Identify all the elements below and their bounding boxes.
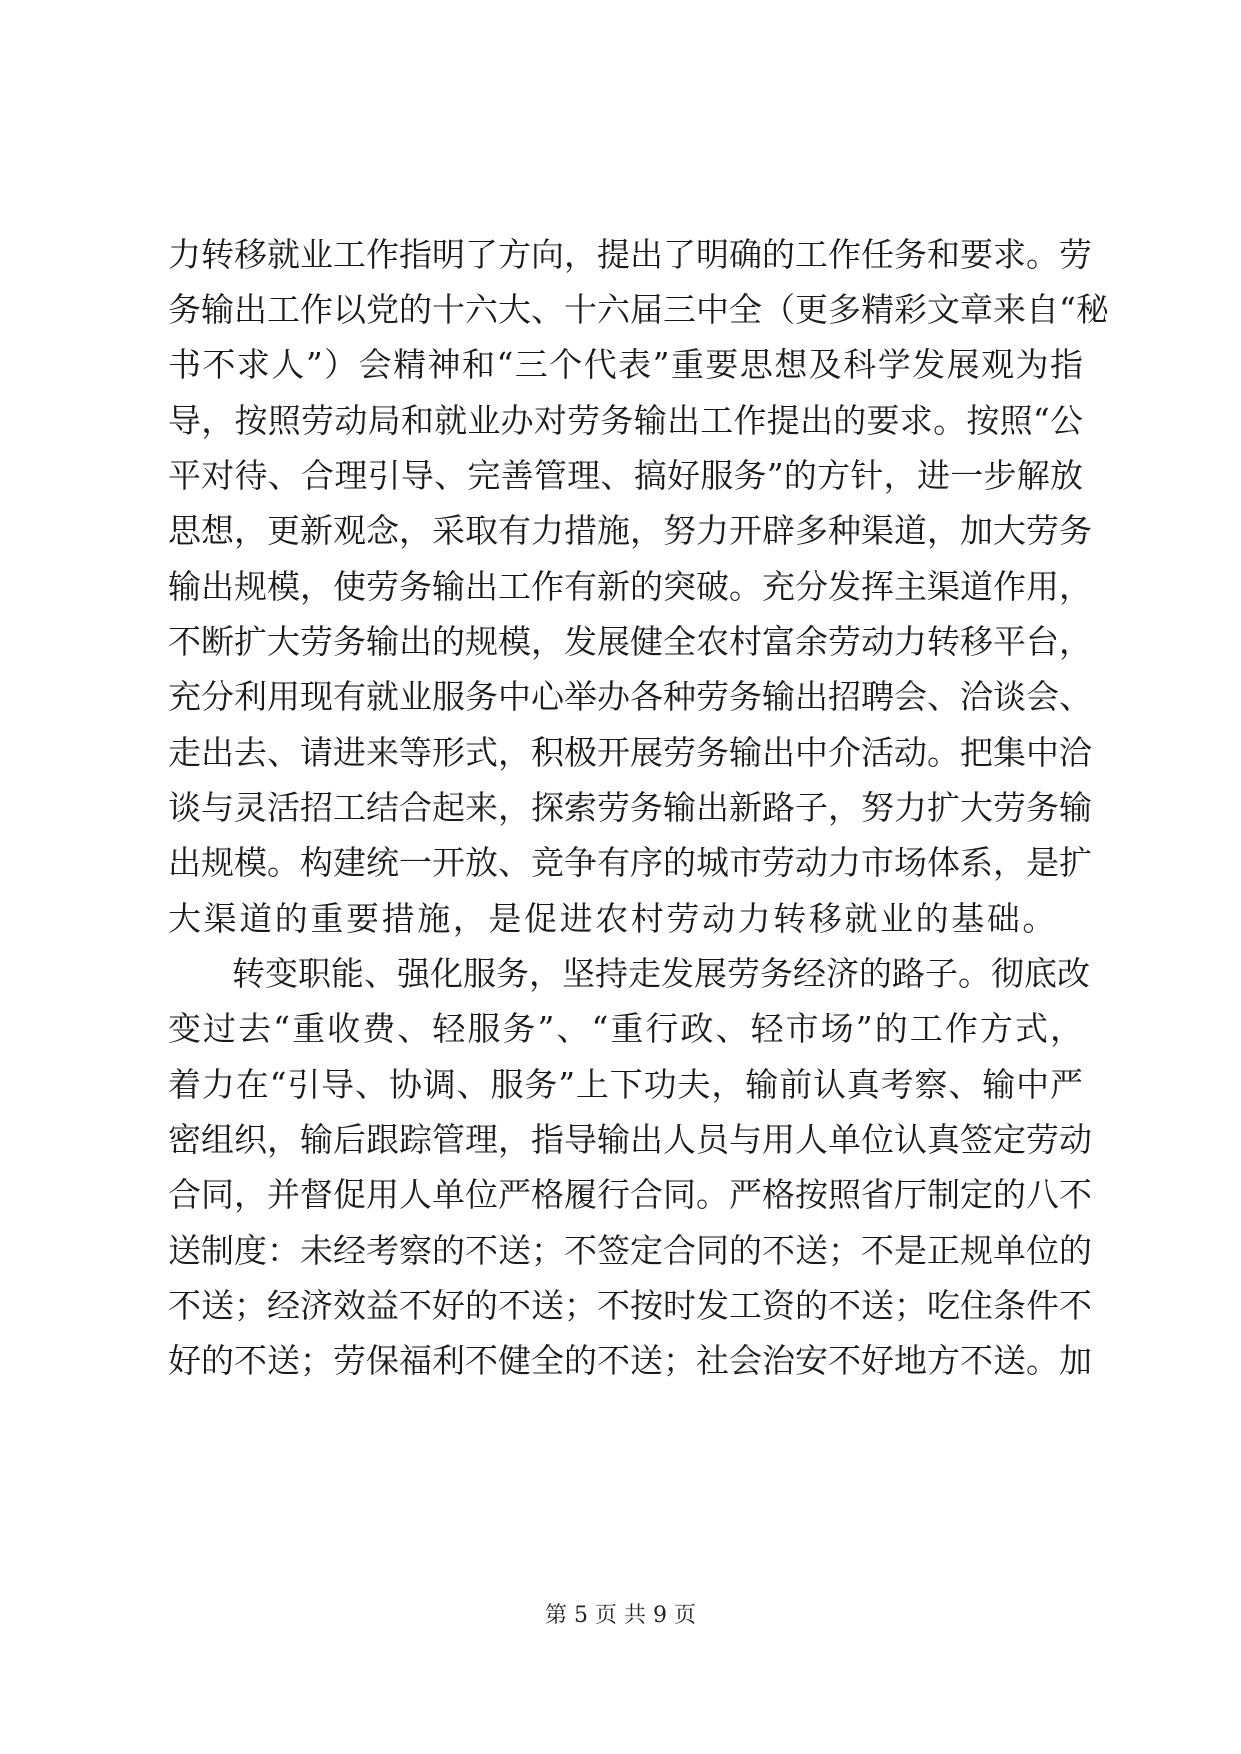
paragraph-line: 不断扩大劳务输出的规模，发展健全农村富余劳动力转移平台， xyxy=(168,622,1092,661)
paragraph-line: 谈与灵活招工结合起来，探索劳务输出新路子，努力扩大劳务输 xyxy=(168,788,1092,827)
paragraph-line: 充分利用现有就业服务中心举办各种劳务输出招聘会、洽谈会、 xyxy=(168,677,1092,716)
paragraph-line: 送制度：未经考察的不送；不签定合同的不送；不是正规单位的 xyxy=(168,1231,1092,1270)
paragraph-line: 密组织，输后跟踪管理，指导输出人员与用人单位认真签定劳动 xyxy=(168,1120,1092,1159)
paragraph-line: 书不求人”）会精神和“三个代表”重要思想及科学发展观为指 xyxy=(168,345,1083,384)
paragraph-line: 平对待、合理引导、完善管理、搞好服务”的方针，进一步解放 xyxy=(168,456,1083,495)
paragraph-line: 力转移就业工作指明了方向，提出了明确的工作任务和要求。劳 xyxy=(168,235,1092,274)
paragraph-line: 务输出工作以党的十六大、十六届三中全（更多精彩文章来自“秘 xyxy=(168,290,1109,329)
paragraph-line: 不送；经济效益不好的不送；不按时发工资的不送；吃住条件不 xyxy=(168,1286,1092,1325)
paragraph-line: 合同，并督促用人单位严格履行合同。严格按照省厅制定的八不 xyxy=(168,1175,1092,1214)
paragraph-line: 输出规模，使劳务输出工作有新的突破。充分发挥主渠道作用， xyxy=(168,567,1092,606)
paragraph-line-indented: 转变职能、强化服务，坚持走发展劳务经济的路子。彻底改 xyxy=(232,954,1090,993)
paragraph-line: 走出去、请进来等形式，积极开展劳务输出中介活动。把集中洽 xyxy=(168,733,1092,772)
page-number-footer: 第 5 页 共 9 页 xyxy=(545,1603,696,1628)
paragraph-line: 思想，更新观念，采取有力措施，努力开辟多种渠道，加大劳务 xyxy=(168,511,1092,550)
paragraph-line: 好的不送；劳保福利不健全的不送；社会治安不好地方不送。加 xyxy=(168,1341,1092,1380)
paragraph-line: 着力在“引导、协调、服务”上下功夫，输前认真考察、输中严 xyxy=(168,1065,1083,1104)
paragraph-line: 变过去“重收费、轻服务”、“重行政、轻市场”的工作方式， xyxy=(168,1009,1083,1048)
paragraph-line: 出规模。构建统一开放、竞争有序的城市劳动力市场体系，是扩 xyxy=(168,843,1092,882)
paragraph-line: 大渠道的重要措施，是促进农村劳动力转移就业的基础。 xyxy=(168,899,1058,938)
paragraph-line: 导，按照劳动局和就业办对劳务输出工作提出的要求。按照“公 xyxy=(168,401,1083,440)
